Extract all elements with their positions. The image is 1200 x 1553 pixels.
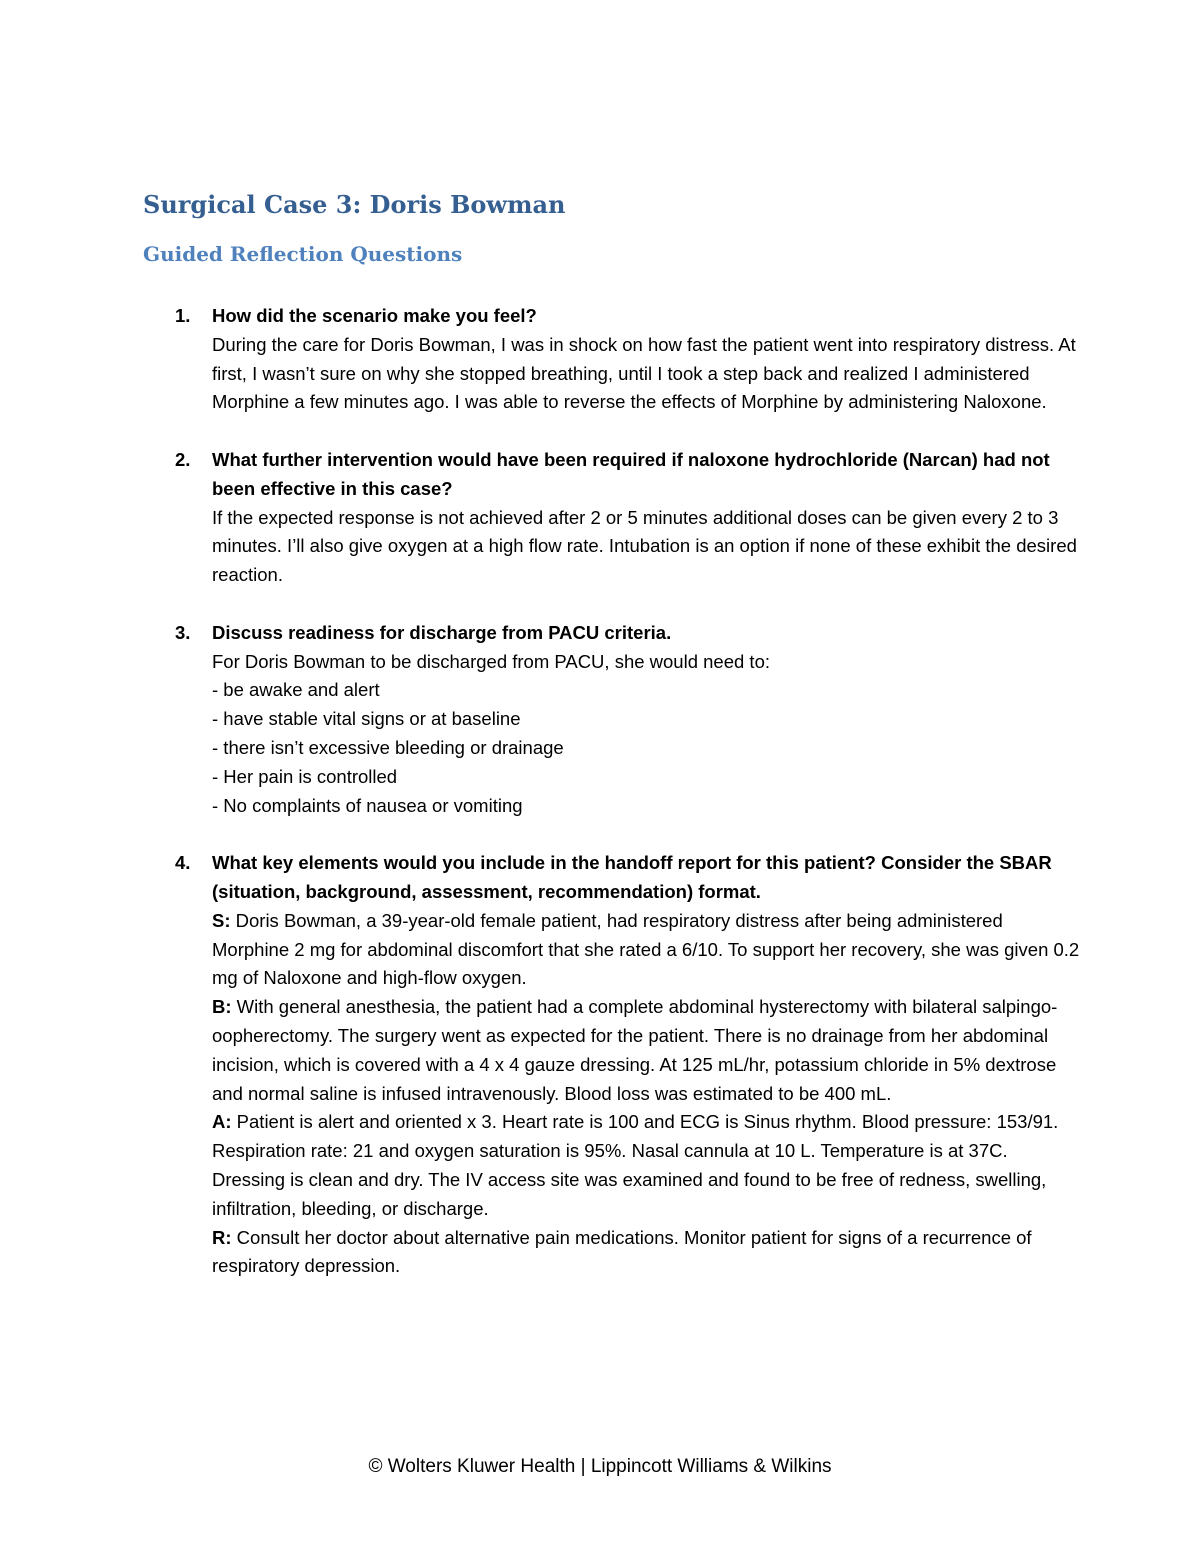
- question-item-3: [175, 619, 1082, 821]
- sbar-text: Consult her doctor about alternative pain medications. Monitor patient for signs of a recurrence of respiratory depression.: [212, 1226, 1032, 1277]
- question-item-2: [175, 446, 1082, 590]
- question-text: Discuss readiness for discharge from PACU criteria.: [212, 621, 672, 643]
- question-text: What further intervention would have been required if naloxone hydrochloride (Narcan) had not been effective in this case?: [212, 448, 1050, 499]
- sbar-background: [212, 993, 1082, 1108]
- question-text: What key elements would you include in the handoff report for this patient? Consider the SBAR (situation, background, assessment, recommendation) format.: [212, 852, 1052, 902]
- question-item-4: [175, 849, 1082, 1281]
- page-title: Surgical Case 3: Doris Bowman: [143, 190, 566, 219]
- criteria-item: - be awake and alert: [212, 679, 380, 701]
- criteria-item: - No complaints of nausea or vomiting: [212, 794, 523, 816]
- question-text: How did the scenario make you feel?: [212, 305, 537, 326]
- sbar-situation: [212, 907, 1082, 993]
- question-list: [175, 302, 1082, 1310]
- question-number: 3.: [175, 621, 191, 643]
- criteria-item: - have stable vital signs or at baseline: [212, 708, 521, 730]
- page-footer: © Wolters Kluwer Health | Lippincott Williams & Wilkins: [368, 1456, 832, 1477]
- sbar-recommendation: [212, 1224, 1082, 1282]
- sbar-text: Doris Bowman, a 39-year-old female patient, had respiratory distress after being administered Morphine 2 mg for abdominal discomfort that she rated a 6/10. To support her recovery, she was given 0.2 mg of Naloxone and high-flow oxygen.: [212, 909, 1080, 989]
- sbar-key: B:: [212, 996, 232, 1018]
- criteria-item: - there isn’t excessive bleeding or drainage: [212, 736, 564, 758]
- sbar-key: R:: [212, 1226, 232, 1248]
- sbar-key: S:: [212, 909, 231, 931]
- question-number: 2.: [175, 448, 191, 470]
- answer-text: If the expected response is not achieved after 2 or 5 minutes additional doses can be given every 2 to 3 minutes. I’ll also give oxygen at a high flow rate. Intubation is an option if none of these exhibit the desired reaction.: [212, 506, 1077, 586]
- sbar-text: With general anesthesia, the patient had a complete abdominal hysterectomy with bilateral salpingo-oopherectomy. The surgery went as expected for the patient. There is no drainage from her abdominal incision, which is covered with a 4 x 4 gauze dressing. At 125 mL/hr, potassium chloride in 5% dextrose and normal saline is infused intravenously. Blood loss was estimated to be 400 mL.: [212, 996, 1058, 1104]
- page-subtitle: Guided Reflection Questions: [143, 242, 463, 266]
- sbar-key: A:: [212, 1111, 232, 1133]
- question-number: 1.: [175, 305, 191, 326]
- sbar-assessment: [212, 1108, 1082, 1223]
- question-number: 4.: [175, 852, 191, 874]
- criteria-item: - Her pain is controlled: [212, 765, 398, 787]
- answer-text: During the care for Doris Bowman, I was in shock on how fast the patient went into respiratory distress. At first, I wasn’t sure on why she stopped breathing, until I took a step back and realized I administered Morphine a few minutes ago. I was able to reverse the effects of Morphine by administering Naloxone.: [212, 333, 1076, 413]
- question-item-1: [175, 302, 1082, 417]
- sbar-text: Patient is alert and oriented x 3. Heart rate is 100 and ECG is Sinus rhythm. Blood pressure: 153/91. Respiration rate: 21 and oxygen saturation is 95%. Nasal cannula at 10 L. Temperature is at 37C. Dressing is clean and dry. The IV access site was examined and found to be free of redness, swelling, infiltration, bleeding, or discharge.: [212, 1111, 1059, 1219]
- answer-intro: For Doris Bowman to be discharged from PACU, she would need to:: [212, 650, 770, 672]
